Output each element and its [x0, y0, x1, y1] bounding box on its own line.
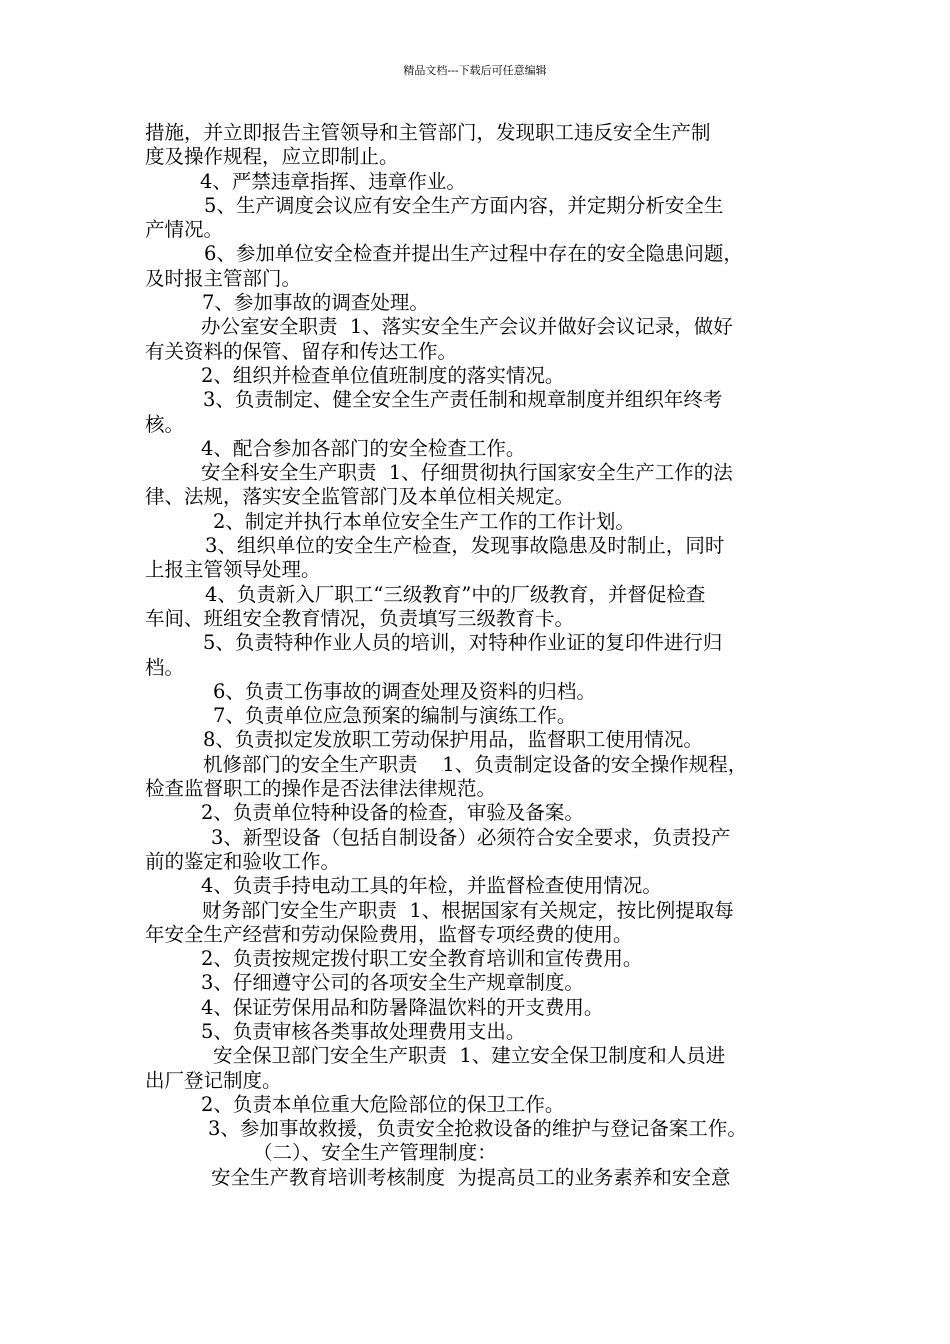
body-text-line: 4、负责手持电动工具的年检，并监督检查使用情况。: [201, 874, 662, 898]
body-text-line: 7、负责单位应急预案的编制与演练工作。: [213, 704, 577, 728]
body-text-line: 2、负责按规定拨付职工安全教育培训和宣传费用。: [201, 947, 643, 971]
body-text-line: 律、法规，落实安全监管部门及本单位相关规定。: [145, 485, 575, 509]
body-text-line: 有关资料的保管、留存和传达工作。: [145, 339, 458, 363]
body-text-line: 机修部门的安全生产职责 1、负责制定设备的安全操作规程，: [203, 752, 748, 776]
body-text-line: 3、新型设备（包括自制设备）必须符合安全要求，负责投产: [211, 825, 731, 849]
body-text-line: 2、制定并执行本单位安全生产工作的工作计划。: [213, 509, 635, 533]
body-text-line: 安全科安全生产职责 1、仔细贯彻执行国家安全生产工作的法: [201, 461, 733, 485]
body-text-line: 安全生产教育培训考核制度 为提高员工的业务素养和安全意: [211, 1165, 731, 1189]
body-text-line: 6、负责工伤事故的调查处理及资料的归档。: [213, 679, 596, 703]
body-text-line: 年安全生产经营和劳动保险费用，监督专项经费的使用。: [145, 922, 633, 946]
body-text-line: 5、负责特种作业人员的培训，对特种作业证的复印件进行归: [203, 631, 723, 655]
body-text-line: 2、组织并检查单位值班制度的落实情况。: [201, 363, 565, 387]
body-text-line: 8、负责拟定发放职工劳动保护用品，监督职工使用情况。: [203, 728, 703, 752]
body-text-line: 7、参加事故的调查处理。: [202, 291, 429, 315]
body-text-line: 出厂登记制度。: [145, 1068, 282, 1092]
body-text-line: 4、保证劳保用品和防暑降温饮料的开支费用。: [201, 995, 604, 1019]
body-text-line: （二）、安全生产管理制度：: [253, 1141, 497, 1165]
page-header: 精品文档---下载后可任意编辑: [403, 64, 547, 77]
body-text-line: 核。: [145, 412, 185, 436]
body-text-line: 产情况。: [145, 218, 224, 242]
body-text-line: 及时报主管部门。: [145, 266, 302, 290]
body-text-line: 5、生产调度会议应有安全生产方面内容，并定期分析安全生: [204, 193, 724, 217]
body-text-line: 3、参加事故救援，负责安全抢救设备的维护与登记备案工作。: [208, 1117, 747, 1141]
body-text-line: 3、组织单位的安全生产检查，发现事故隐患及时制止，同时: [205, 534, 725, 558]
body-text-line: 措施，并立即报告主管领导和主管部门，发现职工违反安全生产制: [145, 121, 711, 144]
body-text-line: 4、负责新入厂职工“三级教育”中的厂级教育，并督促检查: [205, 582, 706, 606]
body-text-line: 6、参加单位安全检查并提出生产过程中存在的安全隐患问题，: [204, 242, 743, 266]
body-text-line: 4、配合参加各部门的安全检查工作。: [201, 436, 526, 460]
body-text-line: 办公室安全职责 1、落实安全生产会议并做好会议记录，做好: [201, 315, 733, 339]
body-text-line: 检查监督职工的操作是否法律法律规范。: [145, 777, 497, 801]
body-text-line: 安全保卫部门安全生产职责 1、建立安全保卫制度和人员进: [213, 1044, 726, 1068]
body-text-line: 4、严禁违章指挥、违章作业。: [200, 169, 466, 193]
document-body: [145, 121, 825, 1190]
body-text-line: 2、负责单位特种设备的检查，审验及备案。: [201, 801, 584, 825]
body-text-line: 2、负责本单位重大危险部位的保卫工作。: [201, 1092, 565, 1116]
body-text-line: 度及操作规程，应立即制止。: [145, 145, 399, 169]
body-text-line: 前的鉴定和验收工作。: [145, 849, 341, 873]
body-text-line: 3、负责制定、健全安全生产责任制和规章制度并组织年终考: [203, 388, 723, 412]
body-text-line: 车间、班组安全教育情况，负责填写三级教育卡。: [145, 606, 575, 630]
body-text-line: 财务部门安全生产职责 1、根据国家有关规定，按比例提取每: [202, 898, 734, 922]
body-text-line: 5、负责审核各类事故处理费用支出。: [201, 1019, 526, 1043]
body-text-line: 3、仔细遵守公司的各项安全生产规章制度。: [201, 971, 584, 995]
body-text-line: 档。: [145, 655, 185, 679]
body-text-line: 上报主管领导处理。: [145, 558, 321, 582]
